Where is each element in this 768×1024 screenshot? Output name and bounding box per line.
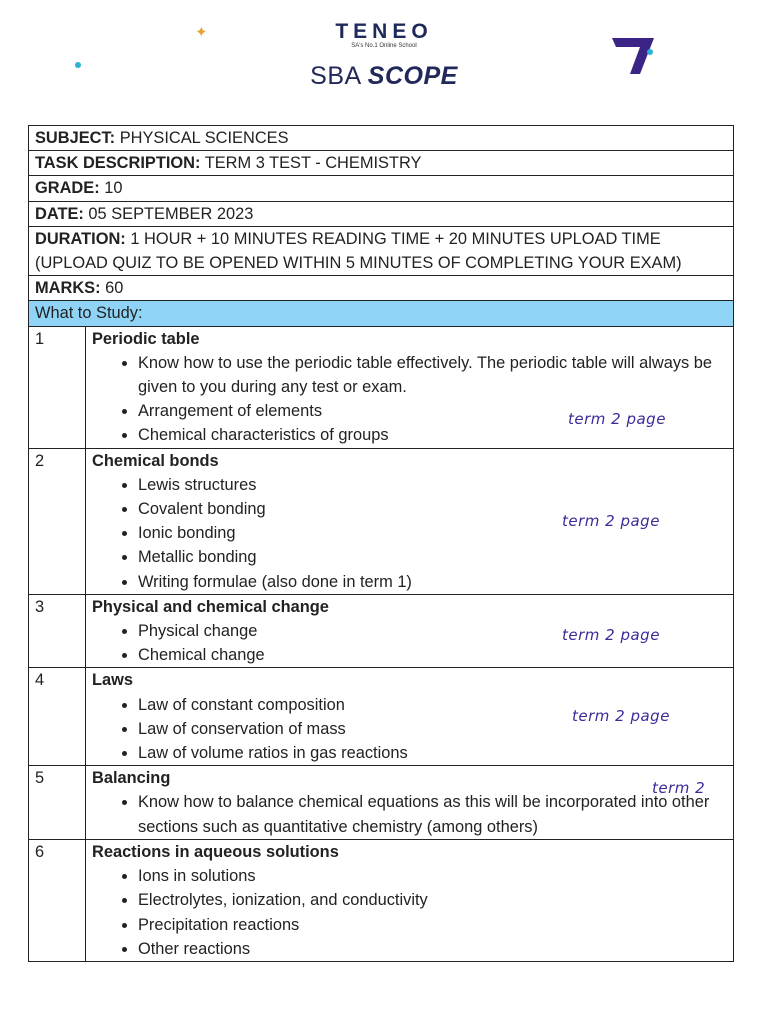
title-prefix: SBA bbox=[310, 62, 361, 90]
list-item: • Physical change bbox=[138, 619, 727, 643]
handwritten-note: term 2 page bbox=[572, 707, 670, 726]
task-row bbox=[29, 151, 734, 176]
topic-content bbox=[86, 839, 734, 961]
date-label: DATE: bbox=[35, 204, 84, 223]
list-item: • Covalent bonding bbox=[138, 497, 727, 521]
brand-tagline: SA's No.1 Online School bbox=[351, 43, 417, 49]
star-icon: ✦ bbox=[195, 24, 208, 41]
grade-label: GRADE: bbox=[35, 179, 100, 198]
subject-value: PHYSICAL SCIENCES bbox=[119, 129, 289, 147]
list-item: • Law of volume ratios in gas reactions bbox=[138, 741, 727, 765]
topic-content bbox=[86, 326, 734, 448]
what-to-study-header: What to Study: bbox=[29, 301, 734, 326]
handwritten-note: term 2 bbox=[652, 779, 706, 798]
topic-content bbox=[86, 668, 734, 766]
marks-value: 60 bbox=[105, 279, 124, 298]
topic-title: Periodic table bbox=[92, 329, 200, 348]
topic-title: Reactions in aqueous solutions bbox=[92, 842, 339, 861]
list-item: • Law of constant composition bbox=[138, 693, 727, 717]
sba-scope-table bbox=[28, 125, 734, 962]
topic-number: 6 bbox=[29, 839, 86, 961]
topic-row bbox=[29, 839, 734, 961]
topic-title: Laws bbox=[92, 671, 133, 690]
topic-row bbox=[29, 448, 734, 594]
subject-row bbox=[29, 126, 734, 151]
title-main: SCOPE bbox=[367, 62, 458, 90]
brand-name: TENEO bbox=[335, 20, 433, 43]
topic-number: 1 bbox=[29, 326, 86, 448]
list-item: • Know how to balance chemical equations as this will be incorporated into other sections such as quantitative chemistry (among others) bbox=[138, 790, 727, 838]
list-item: • Ions in solutions bbox=[138, 864, 727, 888]
topic-title: Balancing bbox=[92, 769, 171, 788]
list-item: • Writing formulae (also done in term 1) bbox=[138, 570, 727, 594]
topic-row bbox=[29, 668, 734, 766]
list-item: • Ionic bonding bbox=[138, 521, 727, 545]
topic-content bbox=[86, 594, 734, 668]
topic-content bbox=[86, 766, 734, 840]
topic-row bbox=[29, 326, 734, 448]
subject-label: SUBJECT: bbox=[35, 129, 116, 147]
task-label: TASK DESCRIPTION: bbox=[35, 154, 201, 173]
list-item: • Metallic bonding bbox=[138, 545, 727, 569]
topic-title: Chemical bonds bbox=[92, 451, 219, 470]
list-item: • Law of conservation of mass bbox=[138, 717, 727, 741]
grade-value: 10 bbox=[104, 179, 123, 198]
seven-logo-icon bbox=[610, 34, 660, 78]
list-item: • Know how to use the periodic table effectively. The periodic table will always be given to you during any test or exam. bbox=[138, 351, 727, 399]
duration-label: DURATION: bbox=[35, 229, 126, 248]
date-value: 05 SEPTEMBER 2023 bbox=[88, 204, 254, 223]
duration-row bbox=[29, 226, 734, 275]
handwritten-note: term 2 page bbox=[568, 409, 666, 428]
topic-row bbox=[29, 766, 734, 840]
topic-number: 3 bbox=[29, 594, 86, 668]
list-item: • Lewis structures bbox=[138, 473, 727, 497]
duration-value: 1 HOUR + 10 MINUTES READING TIME + 20 MINUTES UPLOAD TIME (UPLOAD QUIZ TO BE OPENED WITHIN 5 MINUTES OF COMPLETING YOUR EXAM) bbox=[35, 229, 682, 273]
page-header bbox=[0, 0, 768, 110]
topic-number: 2 bbox=[29, 448, 86, 594]
date-row bbox=[29, 201, 734, 226]
topic-title: Physical and chemical change bbox=[92, 597, 329, 616]
list-item: • Precipitation reactions bbox=[138, 913, 727, 937]
topic-content bbox=[86, 448, 734, 594]
marks-label: MARKS: bbox=[35, 279, 101, 298]
topic-row bbox=[29, 594, 734, 668]
list-item: • Arrangement of elements bbox=[138, 399, 727, 423]
handwritten-note: term 2 page bbox=[562, 511, 660, 530]
handwritten-note: term 2 page bbox=[562, 625, 660, 644]
list-item: • Chemical characteristics of groups bbox=[138, 423, 727, 447]
list-item: • Other reactions bbox=[138, 937, 727, 961]
topic-number: 5 bbox=[29, 766, 86, 840]
marks-row bbox=[29, 276, 734, 301]
grade-row bbox=[29, 176, 734, 201]
task-value: TERM 3 TEST - CHEMISTRY bbox=[204, 154, 422, 173]
topic-number: 4 bbox=[29, 668, 86, 766]
list-item: • Electrolytes, ionization, and conductivity bbox=[138, 888, 727, 912]
list-item: • Chemical change bbox=[138, 643, 727, 667]
